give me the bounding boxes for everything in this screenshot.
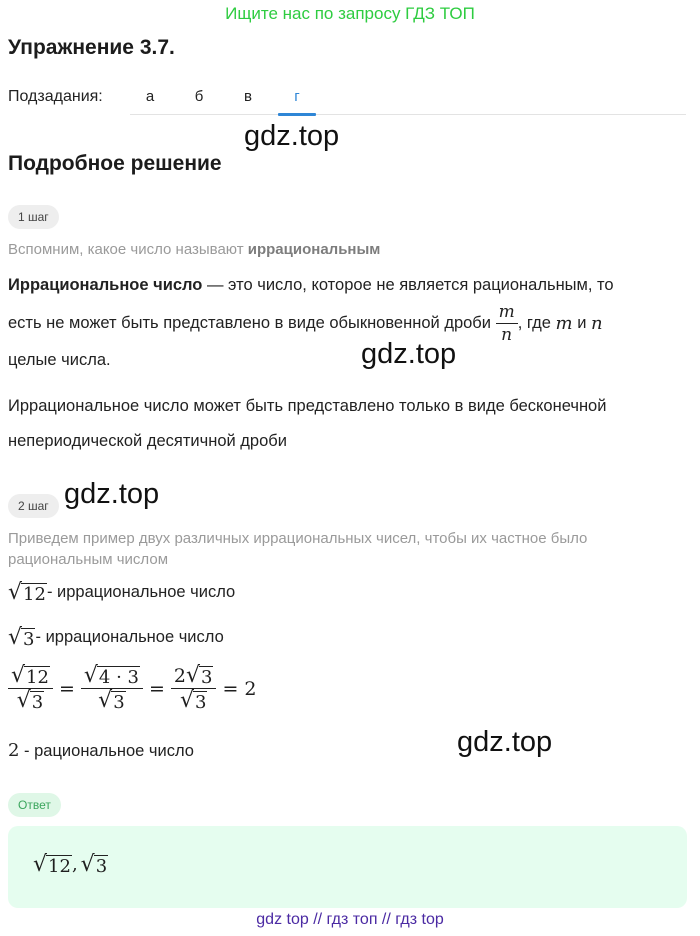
step-hint-line-2: рациональным числом (8, 551, 169, 568)
quotient-equation: √ 12 √ 3 = √ 4 · 3 √ 3 = 2 √ 3 √ 3 = 2 (8, 665, 256, 712)
paragraph-line-1: Иррациональное число может быть представлено только в виде бесконечной (8, 397, 607, 415)
solution-heading: Подробное решение (8, 152, 222, 175)
subtask-tab-g[interactable]: г (294, 88, 300, 105)
paragraph-line-2: непериодической десятичной дроби (8, 432, 287, 450)
step-badge: 2 шаг (8, 494, 59, 518)
search-banner[interactable]: Ищите нас по запросу ГДЗ ТОП (225, 4, 475, 23)
subtask-tab-v[interactable]: в (244, 88, 252, 105)
subtask-tab-a[interactable]: а (145, 88, 155, 105)
fraction-1: √ 12 √ 3 (8, 665, 53, 712)
step-badge: 1 шаг (8, 205, 59, 229)
exercise-title: Упражнение 3.7. (8, 36, 175, 59)
sqrt-12: √ 12 (8, 580, 46, 605)
example-line-1: √ 12 - иррациональное число (8, 580, 236, 605)
sqrt-3: √ 3 (8, 625, 35, 650)
fraction-m-over-n: $\frac{m}{n}$ (496, 302, 518, 345)
watermark-text: gdz.top (361, 338, 457, 370)
step-hint-line-1: Приведем пример двух различных иррациональных чисел, чтобы их частное было (8, 530, 588, 547)
answer-box (8, 826, 687, 908)
step-hint: Вспомним, какое число называют иррациональным (8, 241, 381, 258)
watermark-text: gdz.top (244, 120, 340, 152)
answer-value: √ 12 , √ 3 (33, 852, 108, 877)
equation-result: 2 (244, 677, 257, 700)
fraction-2: √ 4 · 3 √ 3 (81, 665, 143, 712)
definition-line-1: Иррациональное число — это число, которое не является рациональным, то (8, 276, 614, 294)
answer-badge: Ответ (8, 793, 61, 817)
subtasks-label: Подзадания: (8, 88, 103, 105)
definition-line-3: целые числа. (8, 351, 111, 369)
tabs-divider (130, 114, 686, 115)
subtask-tab-b[interactable]: б (194, 88, 204, 105)
watermark-text: gdz.top (457, 726, 553, 758)
definition-line-2: есть не может быть представлено в виде обыкновенной дроби $\frac{m}{n}$ , где m и n (8, 301, 603, 345)
active-tab-indicator (278, 113, 316, 116)
fraction-3: 2 √ 3 √ 3 (171, 665, 217, 712)
example-line-3: 2 - рациональное число (8, 740, 194, 761)
example-line-2: √ 3 - иррациональное число (8, 625, 224, 650)
watermark-text: gdz.top (64, 478, 160, 510)
footer-links[interactable]: gdz top // гдз топ // гдз top (256, 911, 444, 928)
